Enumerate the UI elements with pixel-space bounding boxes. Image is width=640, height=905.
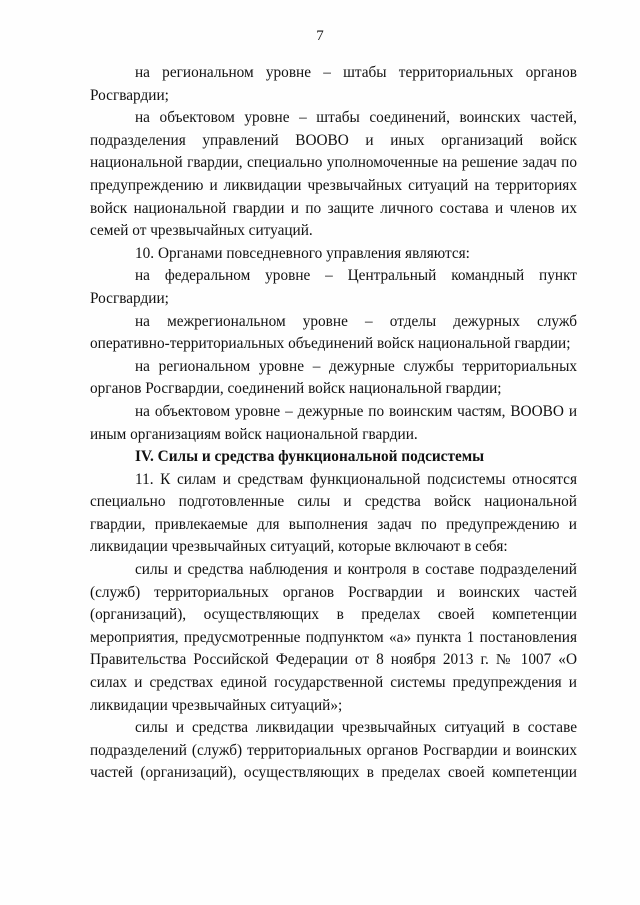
document-body bbox=[90, 62, 577, 785]
section-heading: IV. Силы и средства функциональной подсистемы bbox=[135, 448, 485, 466]
paragraph: на объектовом уровне – дежурные по воинским частям, ВООВО и иным организациям войск национальной гвардии. bbox=[90, 402, 577, 443]
paragraph: силы и средства наблюдения и контроля в составе подразделений (служб) территориальных органов Росгвардии и воинских частей (организаций), осуществляющих в пределах своей компетенции мероприятия, предусмотренные подпунктом «а» пункта 1 постановления Правительства Российской Федерации от 8 ноября 2013 г. № 1007 «О силах и средствах единой государственной системы предупреждения и ликвидации чрезвычайных ситуаций»; bbox=[90, 561, 577, 714]
paragraph: на объектовом уровне – штабы соединений, воинских частей, подразделения управлений ВООВО и иных организаций войск национальной гвардии, специально уполномоченные на решение задач по предупреждению и ликвидации чрезвычайных ситуаций на территориях войск национальной гвардии и по защите личного состава и членов их семей от чрезвычайных ситуаций. bbox=[90, 109, 577, 240]
paragraph: на межрегиональном уровне – отделы дежурных служб оперативно-территориальных объединений войск национальной гвардии; bbox=[90, 312, 577, 353]
paragraph: силы и средства ликвидации чрезвычайных ситуаций в составе подразделений (служб) территориальных органов Росгвардии и воинских частей (организаций), осуществляющих в пределах своей компетенции bbox=[90, 719, 577, 782]
paragraph: 10. Органами повседневного управления являются: bbox=[135, 244, 470, 262]
paragraph: 11. К силам и средствам функциональной подсистемы относятся специально подготовленные силы и средства войск национальной гвардии, привлекаемые для выполнения задач по предупреждению и ликвидации чрезвычайных ситуаций, которые включают в себя: bbox=[90, 470, 577, 556]
page-number: 7 bbox=[316, 28, 324, 44]
paragraph: на региональном уровне – дежурные службы территориальных органов Росгвардии, соединений войск национальной гвардии; bbox=[90, 357, 577, 398]
paragraph: на федеральном уровне – Центральный командный пункт Росгвардии; bbox=[90, 267, 577, 307]
paragraph: на региональном уровне – штабы территориальных органов Росгвардии; bbox=[90, 64, 577, 104]
